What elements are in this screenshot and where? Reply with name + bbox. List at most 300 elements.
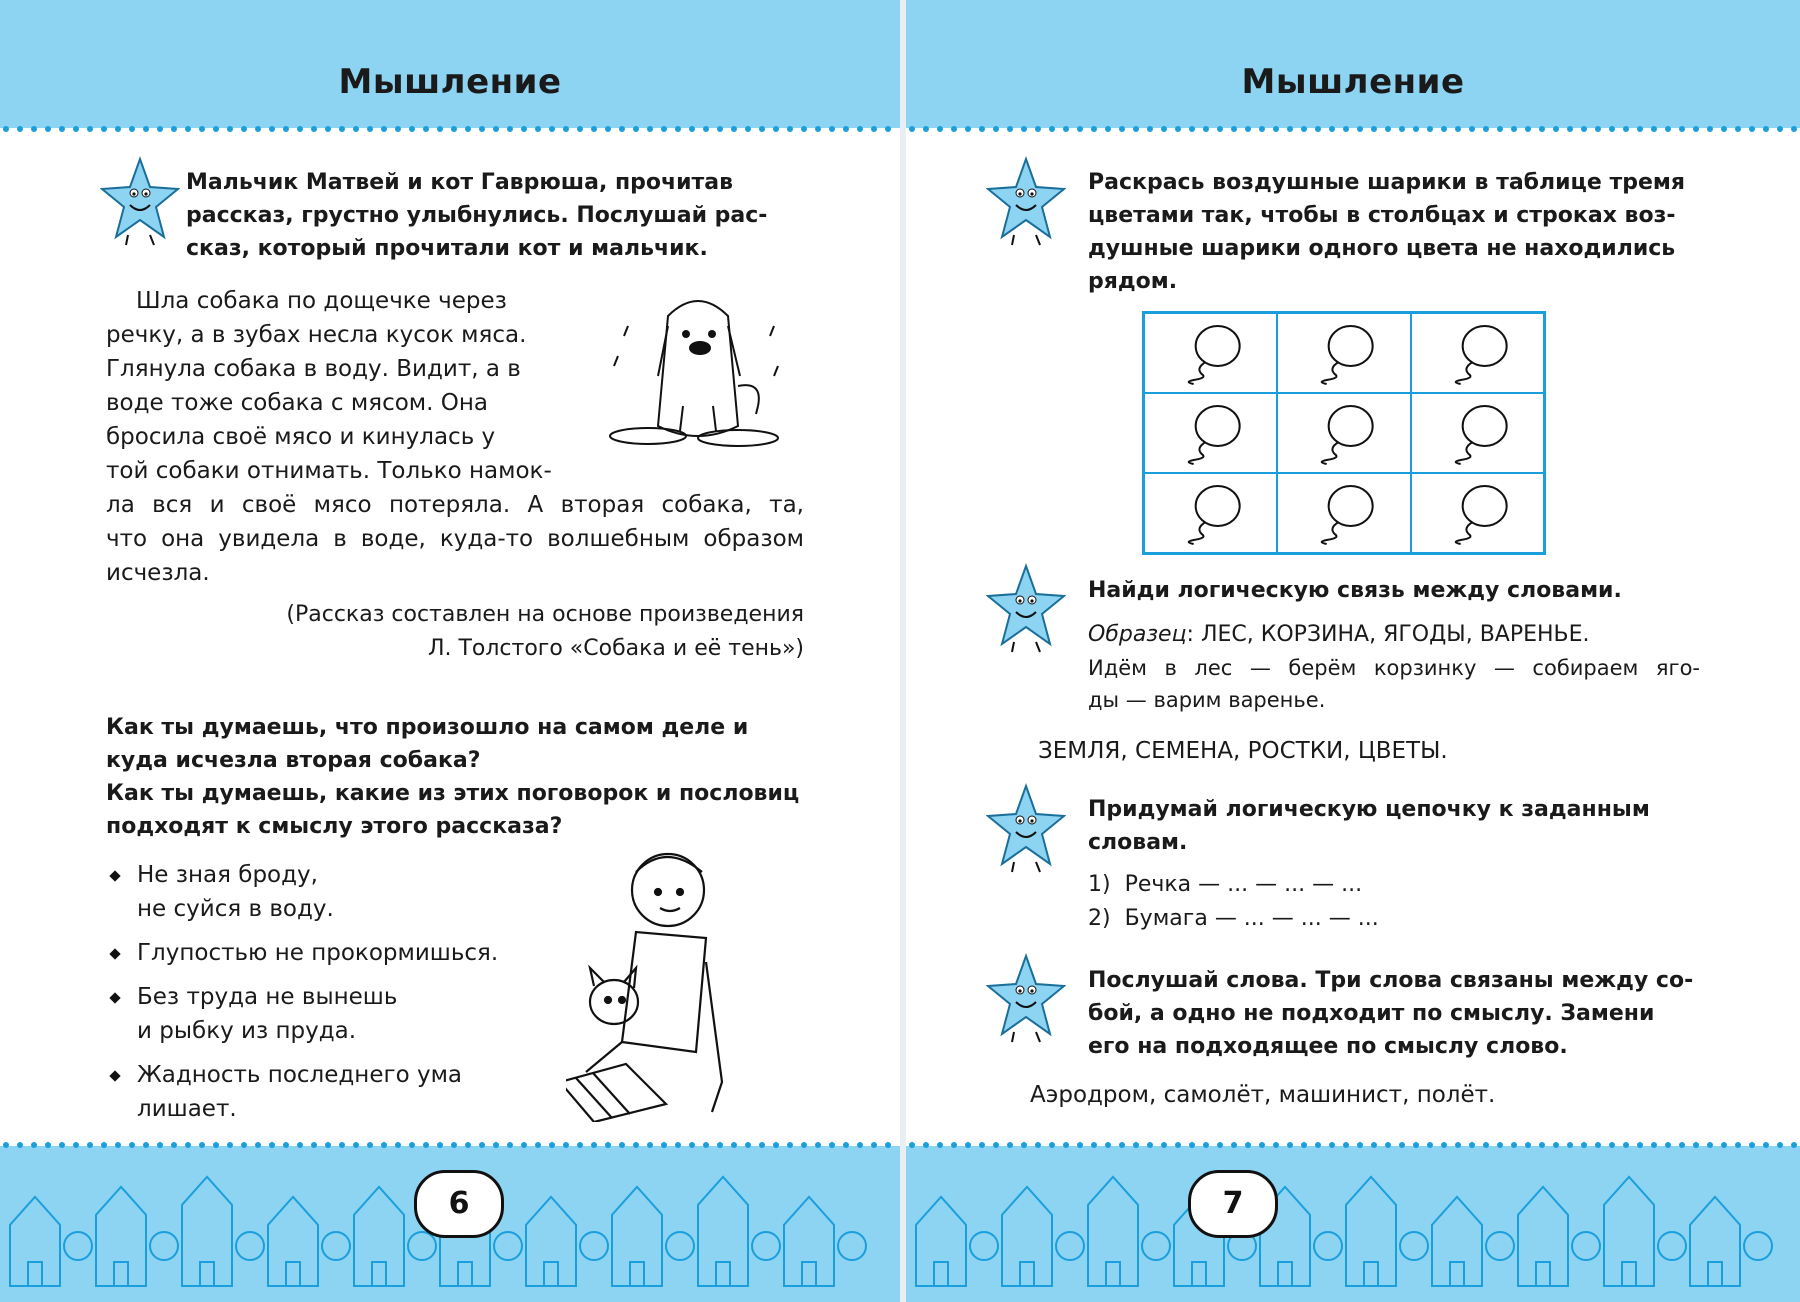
dot (325, 126, 331, 132)
dot (227, 126, 233, 132)
tree-icon (580, 1232, 608, 1260)
dot (1483, 1142, 1489, 1148)
dot (1735, 1142, 1741, 1148)
dot (773, 126, 779, 132)
right-header (906, 0, 1800, 128)
sample-label: Образец (1088, 622, 1187, 647)
right-footer (906, 1146, 1800, 1302)
tree-icon (752, 1232, 780, 1260)
dot (1413, 1142, 1419, 1148)
dot (1091, 1142, 1097, 1148)
story-wide (106, 488, 804, 590)
dot (1469, 1142, 1475, 1148)
dot (923, 126, 929, 132)
dot (1483, 126, 1489, 132)
dot (465, 1142, 471, 1148)
dot (1763, 1142, 1769, 1148)
dot (269, 126, 275, 132)
dot (1399, 126, 1405, 132)
dot (129, 126, 135, 132)
dot (1371, 1142, 1377, 1148)
dot (965, 1142, 971, 1148)
dot (1287, 1142, 1293, 1148)
balloon-cell[interactable] (1144, 313, 1277, 393)
task-line: бой, а одно не подходит по смыслу. Замени (1088, 1001, 1655, 1026)
dot (1133, 126, 1139, 132)
dot (951, 1142, 957, 1148)
dot (1609, 1142, 1615, 1148)
bullet-icon (109, 948, 120, 959)
story-line: Глянула собака в воду. Видит, а в (106, 356, 521, 382)
dot (1007, 126, 1013, 132)
dot (241, 1142, 247, 1148)
dot (1371, 126, 1377, 132)
tree-icon (1744, 1232, 1772, 1260)
dot (1525, 1142, 1531, 1148)
proverb-line: Без труда не вынешь (137, 984, 398, 1010)
dot (1637, 126, 1643, 132)
dot (1259, 126, 1265, 132)
dot (815, 1142, 821, 1148)
house-icon (1432, 1197, 1482, 1286)
dot (1413, 126, 1419, 132)
dot (87, 1142, 93, 1148)
house-icon (526, 1197, 576, 1286)
dot (409, 126, 415, 132)
dot (451, 126, 457, 132)
dot (255, 126, 261, 132)
story-source (286, 598, 804, 666)
dot (1441, 126, 1447, 132)
dot (1511, 1142, 1517, 1148)
proverb-line: не суйся в воду. (137, 896, 334, 922)
dotted-divider (0, 124, 900, 134)
dot (395, 126, 401, 132)
tree-icon (150, 1232, 178, 1260)
dot (1693, 1142, 1699, 1148)
tree-icon (1658, 1232, 1686, 1260)
balloon-icon (1412, 394, 1545, 474)
proverb-line: Жадность последнего ума (137, 1062, 463, 1088)
dot (143, 126, 149, 132)
chain-item (1088, 868, 1362, 902)
tree-icon (322, 1232, 350, 1260)
sample-words: : ЛЕС, КОРЗИНА, ЯГОДЫ, ВАРЕНЬЕ. (1186, 622, 1590, 647)
dot (339, 1142, 345, 1148)
dot (993, 126, 999, 132)
dot (1035, 126, 1041, 132)
dot (1287, 126, 1293, 132)
dot (283, 1142, 289, 1148)
dot (605, 1142, 611, 1148)
dot (1553, 126, 1559, 132)
dot (1469, 126, 1475, 132)
dot (759, 1142, 765, 1148)
balloon-icon (1145, 474, 1278, 554)
task-line: душные шарики одного цвета не находились (1088, 236, 1676, 261)
dot (1273, 126, 1279, 132)
dot (367, 1142, 373, 1148)
tree-icon (666, 1232, 694, 1260)
dot (437, 1142, 443, 1148)
dot (871, 126, 877, 132)
proverb-line: Глупостью не прокормишься. (137, 940, 499, 966)
dot (297, 126, 303, 132)
dot (1735, 126, 1741, 132)
dot (1189, 126, 1195, 132)
dot (1399, 1142, 1405, 1148)
task-line: Послушай слова. Три слова связаны между со- (1088, 968, 1694, 993)
dot (1385, 126, 1391, 132)
dot (787, 1142, 793, 1148)
dot (661, 126, 667, 132)
balloon-cell[interactable] (1411, 313, 1544, 393)
proverb-line: лишает. (137, 1096, 237, 1122)
balloon-cell[interactable] (1277, 393, 1410, 473)
dot (885, 1142, 891, 1148)
dot (367, 126, 373, 132)
dot (255, 1142, 261, 1148)
dot (1259, 1142, 1265, 1148)
dot (1385, 1142, 1391, 1148)
page-number: 7 (1188, 1170, 1278, 1238)
dot (1427, 126, 1433, 132)
dot (773, 1142, 779, 1148)
proverb-item (137, 858, 334, 926)
dot (1035, 1142, 1041, 1148)
house-icon (698, 1177, 748, 1286)
dotted-divider (0, 1140, 900, 1150)
dot (857, 1142, 863, 1148)
dot (241, 126, 247, 132)
tree-icon (838, 1232, 866, 1260)
dot (1777, 126, 1783, 132)
star-mascot-icon (986, 952, 1066, 1044)
dot (1301, 1142, 1307, 1148)
tree-icon (1486, 1232, 1514, 1260)
dot (1357, 126, 1363, 132)
house-icon (1002, 1187, 1052, 1286)
tree-icon (1400, 1232, 1428, 1260)
dot (717, 126, 723, 132)
dot (1021, 126, 1027, 132)
dot (1049, 126, 1055, 132)
task-line: Раскрась воздушные шарики в таблице тремя (1088, 170, 1685, 195)
dot (1147, 1142, 1153, 1148)
dot (1679, 126, 1685, 132)
dot (353, 126, 359, 132)
dot (1707, 126, 1713, 132)
dot (591, 126, 597, 132)
dot (157, 1142, 163, 1148)
proverb-item (137, 936, 498, 970)
bullet-icon (109, 1070, 120, 1081)
dot (1455, 126, 1461, 132)
proverb-line: Не зная броду, (137, 862, 318, 888)
dot (1175, 1142, 1181, 1148)
dot (923, 1142, 929, 1148)
dot (1133, 1142, 1139, 1148)
dot (1161, 126, 1167, 132)
house-icon (784, 1197, 834, 1286)
dot (689, 1142, 695, 1148)
task-odd-word (1088, 964, 1700, 1063)
dot (521, 126, 527, 132)
balloon-cell[interactable] (1144, 473, 1277, 553)
dot (1231, 126, 1237, 132)
dot (1105, 126, 1111, 132)
dot (1203, 1142, 1209, 1148)
dot (479, 126, 485, 132)
dot (1525, 126, 1531, 132)
dot (1315, 1142, 1321, 1148)
dot (1021, 1142, 1027, 1148)
task-line: цветами так, чтобы в столбцах и строках воз- (1088, 203, 1676, 228)
story-line: воде тоже собака с мясом. Она (106, 390, 489, 416)
dot (1245, 1142, 1251, 1148)
tree-icon (970, 1232, 998, 1260)
dot (661, 1142, 667, 1148)
balloon-cell[interactable] (1411, 393, 1544, 473)
story-line: речку, а в зубах несла кусок мяса. (106, 322, 527, 348)
task-line: рассказ, грустно улыбнулись. Послушай рас- (186, 203, 768, 228)
dot (493, 1142, 499, 1148)
dot (73, 126, 79, 132)
proverb-line: и рыбку из пруда. (137, 1018, 357, 1044)
dot (937, 126, 943, 132)
dot (311, 1142, 317, 1148)
dot (979, 1142, 985, 1148)
dot (115, 126, 121, 132)
dot (17, 126, 23, 132)
dot (1007, 1142, 1013, 1148)
house-icon (916, 1197, 966, 1286)
dot (787, 126, 793, 132)
dot (1595, 1142, 1601, 1148)
dot (703, 1142, 709, 1148)
task-words: ЗЕМЛЯ, СЕМЕНА, РОСТКИ, ЦВЕТЫ. (1038, 738, 1448, 764)
dot (353, 1142, 359, 1148)
chain-text: Бумага — ... — ... — ... (1124, 906, 1379, 931)
dot (843, 1142, 849, 1148)
star-mascot-icon (986, 782, 1066, 874)
dot (1553, 1142, 1559, 1148)
dot (381, 1142, 387, 1148)
dot (1119, 126, 1125, 132)
tree-icon (1314, 1232, 1342, 1260)
dot (1343, 1142, 1349, 1148)
dot (1609, 126, 1615, 132)
dot (1763, 126, 1769, 132)
balloon-icon (1278, 394, 1411, 474)
dot (675, 126, 681, 132)
dot (535, 1142, 541, 1148)
dot (185, 126, 191, 132)
balloon-cell[interactable] (1411, 473, 1544, 553)
bullet-icon (109, 992, 120, 1003)
task-logic-link: Найди логическую связь между словами. (1088, 578, 1622, 603)
star-mascot-icon (100, 155, 180, 247)
dot (1637, 1142, 1643, 1148)
story-narrow (106, 284, 576, 488)
dot (1539, 1142, 1545, 1148)
dot (1721, 1142, 1727, 1148)
dot (1231, 1142, 1237, 1148)
dot (45, 126, 51, 132)
balloon-grid (1142, 311, 1546, 555)
house-icon (1518, 1187, 1568, 1286)
dot (3, 1142, 9, 1148)
dot (1721, 126, 1727, 132)
dot (1301, 126, 1307, 132)
task-listen-story (186, 166, 804, 265)
dot (1693, 126, 1699, 132)
dot (1161, 1142, 1167, 1148)
task-logic-chain (1088, 793, 1700, 859)
story-line: Шла собака по дощечке через (136, 288, 507, 314)
dot (549, 1142, 555, 1148)
dot (909, 126, 915, 132)
dot (157, 126, 163, 132)
dot (1665, 1142, 1671, 1148)
dot (591, 1142, 597, 1148)
dot (1077, 126, 1083, 132)
page-number: 6 (414, 1170, 504, 1238)
chain-number: 2) (1088, 906, 1111, 931)
dot (563, 126, 569, 132)
dot (437, 126, 443, 132)
tree-icon (1572, 1232, 1600, 1260)
tree-icon (236, 1232, 264, 1260)
dot (1315, 126, 1321, 132)
dot (1049, 1142, 1055, 1148)
tree-icon (64, 1232, 92, 1260)
dot (213, 126, 219, 132)
story-line: что она увидела в воде, куда-то волшебным образом (106, 526, 804, 552)
balloon-cell[interactable] (1277, 473, 1410, 553)
dot (829, 1142, 835, 1148)
dot (269, 1142, 275, 1148)
task-line: Придумай логическую цепочку к заданным (1088, 797, 1650, 822)
dot (717, 1142, 723, 1148)
dot (633, 1142, 639, 1148)
chain-text: Речка — ... — ... — ... (1124, 872, 1363, 897)
dot (1581, 1142, 1587, 1148)
questions (106, 711, 806, 843)
chain-number: 1) (1088, 872, 1111, 897)
dot (965, 126, 971, 132)
dot (1623, 126, 1629, 132)
task-line: рядом. (1088, 269, 1178, 294)
dot (993, 1142, 999, 1148)
dot (1497, 126, 1503, 132)
dot (129, 1142, 135, 1148)
dot (521, 1142, 527, 1148)
dot (31, 1142, 37, 1148)
story-line: бросила своё мясо и кинулась у (106, 424, 496, 450)
dot (1777, 1142, 1783, 1148)
dot (843, 126, 849, 132)
dot (1567, 126, 1573, 132)
dot (1679, 1142, 1685, 1148)
dot (395, 1142, 401, 1148)
house-icon (1690, 1197, 1740, 1286)
house-icon (268, 1197, 318, 1286)
dot (451, 1142, 457, 1148)
dot (31, 126, 37, 132)
balloon-icon (1278, 474, 1411, 554)
right-page (906, 0, 1800, 1302)
dot (1427, 1142, 1433, 1148)
dot (1273, 1142, 1279, 1148)
dot (423, 126, 429, 132)
question-line: подходят к смыслу этого рассказа? (106, 814, 563, 839)
dot (1791, 126, 1797, 132)
sample-explanation-line: ды — варим варенье. (1088, 688, 1326, 712)
dot (1343, 126, 1349, 132)
dot (563, 1142, 569, 1148)
house-icon (10, 1197, 60, 1286)
house-icon (182, 1177, 232, 1286)
left-header-title: Мышление (338, 62, 562, 102)
house-icon (1346, 1177, 1396, 1286)
dot (1595, 126, 1601, 132)
dot (1539, 126, 1545, 132)
dot (703, 126, 709, 132)
dot (115, 1142, 121, 1148)
task-line: сказ, который прочитали кот и мальчик. (186, 236, 708, 261)
dot (227, 1142, 233, 1148)
dot (59, 1142, 65, 1148)
dot (171, 1142, 177, 1148)
question-line: Как ты думаешь, что произошло на самом деле и (106, 715, 749, 740)
dot (1063, 1142, 1069, 1148)
story-line: исчезла. (106, 560, 210, 586)
dot (801, 126, 807, 132)
balloon-icon (1412, 474, 1545, 554)
dot (885, 126, 891, 132)
dot (493, 126, 499, 132)
dot (979, 126, 985, 132)
balloon-cell[interactable] (1144, 393, 1277, 473)
task-line: его на подходящее по смыслу слово. (1088, 1034, 1568, 1059)
dot (87, 126, 93, 132)
dot (1357, 1142, 1363, 1148)
house-icon (1088, 1177, 1138, 1286)
dot (857, 126, 863, 132)
dot (171, 126, 177, 132)
left-header (0, 0, 900, 128)
dot (745, 1142, 751, 1148)
dot (73, 1142, 79, 1148)
dot (59, 126, 65, 132)
dot (199, 1142, 205, 1148)
dot (619, 126, 625, 132)
task-line: Мальчик Матвей и кот Гаврюша, прочитав (186, 170, 734, 195)
dot (951, 126, 957, 132)
house-icon (354, 1187, 404, 1286)
dot (1147, 126, 1153, 132)
house-icon (96, 1187, 146, 1286)
dot (1329, 1142, 1335, 1148)
dot (325, 1142, 331, 1148)
balloon-cell[interactable] (1277, 313, 1410, 393)
dot (937, 1142, 943, 1148)
dot (577, 1142, 583, 1148)
dot (1791, 1142, 1797, 1148)
dot (1245, 126, 1251, 132)
dot (1497, 1142, 1503, 1148)
